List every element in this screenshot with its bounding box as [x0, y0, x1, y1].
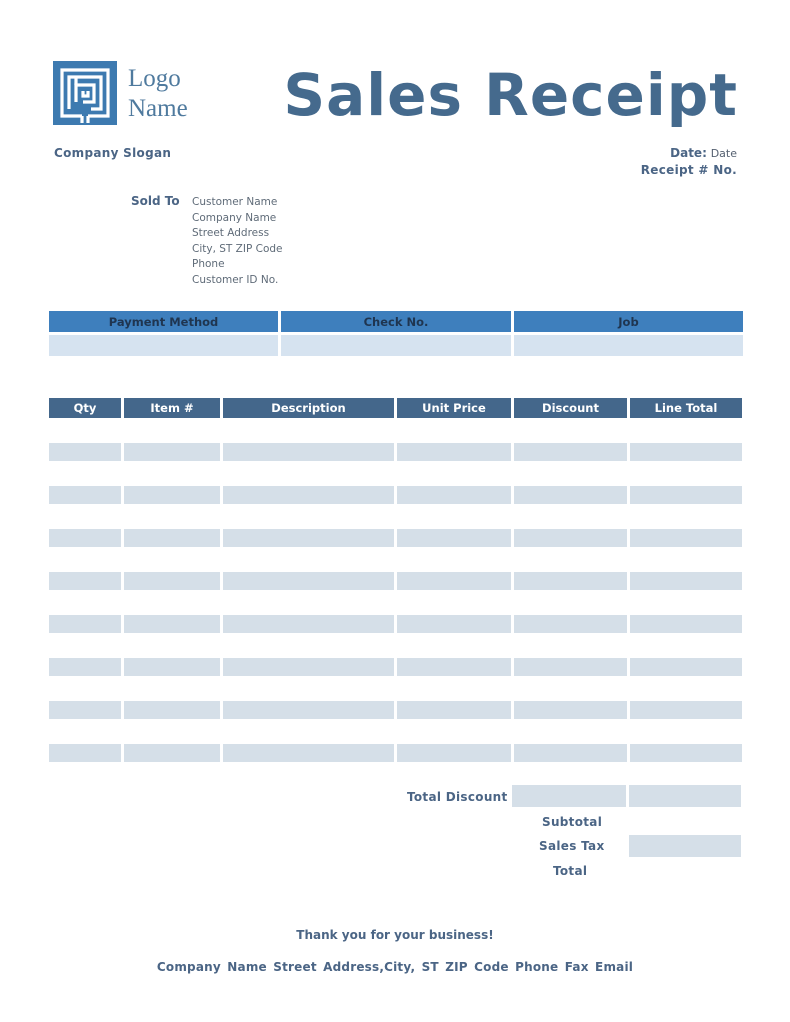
qty-cell[interactable] [49, 701, 121, 719]
items-header-row [49, 398, 742, 418]
description-cell[interactable] [223, 572, 394, 590]
customer-phone[interactable]: Phone [192, 258, 225, 270]
payment-header-row [49, 311, 743, 332]
thank-you-message: Thank you for your business! [296, 928, 494, 942]
company-slogan: Company Slogan [54, 146, 172, 160]
date-field [670, 146, 737, 160]
item-number-cell[interactable] [124, 486, 220, 504]
footer-contact: Company Name Street Address,City, ST ZIP Code Phone Fax Email [156, 960, 634, 974]
discount-header: Discount [514, 398, 627, 418]
check-no-header: Check No. [281, 311, 511, 332]
logo-name [128, 64, 188, 124]
customer-city[interactable]: City, ST ZIP Code [192, 242, 283, 255]
table-row [49, 572, 742, 590]
item-number-cell[interactable] [124, 701, 220, 719]
line-total-cell[interactable] [630, 486, 742, 504]
unit-price-cell[interactable] [397, 701, 511, 719]
unit-price-cell[interactable] [397, 486, 511, 504]
item-number-cell[interactable] [124, 443, 220, 461]
job-header: Job [514, 311, 743, 332]
qty-cell[interactable] [49, 658, 121, 676]
line-total-header: Line Total [630, 398, 742, 418]
description-cell[interactable] [223, 658, 394, 676]
total-discount-label: Total Discount [407, 790, 508, 804]
date-value[interactable]: Date [710, 147, 737, 160]
discount-cell[interactable] [514, 443, 627, 461]
item-number-cell[interactable] [124, 572, 220, 590]
unit-price-cell[interactable] [397, 443, 511, 461]
customer-id[interactable]: Customer ID No. [192, 273, 279, 286]
line-total-cell[interactable] [630, 658, 742, 676]
discount-cell[interactable] [514, 658, 627, 676]
total-discount-amount-cell[interactable] [629, 785, 741, 807]
qty-cell[interactable] [49, 615, 121, 633]
table-row[interactable] [49, 504, 742, 529]
table-row[interactable] [49, 676, 742, 701]
total-discount-cell[interactable] [512, 785, 626, 807]
logo-icon [53, 61, 117, 125]
item-number-cell[interactable] [124, 529, 220, 547]
qty-cell[interactable] [49, 529, 121, 547]
payment-method-cell[interactable] [49, 335, 278, 356]
customer-company[interactable]: Company Name [192, 211, 277, 224]
item-number-cell[interactable] [124, 658, 220, 676]
line-total-cell[interactable] [630, 744, 742, 762]
receipt-number[interactable]: Receipt # No. [640, 163, 737, 177]
discount-cell[interactable] [514, 744, 627, 762]
description-cell[interactable] [223, 443, 394, 461]
table-row [49, 658, 742, 676]
unit-price-header: Unit Price [397, 398, 511, 418]
item-number-cell[interactable] [124, 615, 220, 633]
maze-logo-icon [53, 61, 117, 125]
unit-price-cell[interactable] [397, 615, 511, 633]
item-number-cell[interactable] [124, 744, 220, 762]
qty-cell[interactable] [49, 443, 121, 461]
discount-cell[interactable] [514, 572, 627, 590]
date-label: Date: [670, 146, 707, 160]
sold-to-block [192, 195, 283, 288]
qty-cell[interactable] [49, 486, 121, 504]
payment-value-row [49, 335, 743, 356]
items-body [49, 418, 742, 762]
line-total-cell[interactable] [630, 701, 742, 719]
payment-method-header: Payment Method [49, 311, 278, 332]
qty-cell[interactable] [49, 744, 121, 762]
table-row [49, 529, 742, 547]
discount-cell[interactable] [514, 615, 627, 633]
qty-cell[interactable] [49, 572, 121, 590]
line-total-cell[interactable] [630, 615, 742, 633]
description-cell[interactable] [223, 615, 394, 633]
subtotal-label: Subtotal [542, 815, 603, 829]
unit-price-cell[interactable] [397, 658, 511, 676]
line-total-cell[interactable] [630, 572, 742, 590]
table-row [49, 744, 742, 762]
sales-tax-cell[interactable] [629, 835, 741, 857]
description-cell[interactable] [223, 701, 394, 719]
description-header: Description [223, 398, 394, 418]
table-row[interactable] [49, 418, 742, 443]
customer-street[interactable]: Street Address [192, 227, 270, 239]
description-cell[interactable] [223, 486, 394, 504]
payment-table [49, 311, 743, 356]
table-row [49, 486, 742, 504]
discount-cell[interactable] [514, 486, 627, 504]
page-title: Sales Receipt [283, 61, 738, 129]
unit-price-cell[interactable] [397, 529, 511, 547]
table-row[interactable] [49, 461, 742, 486]
table-row[interactable] [49, 719, 742, 744]
discount-cell[interactable] [514, 701, 627, 719]
discount-cell[interactable] [514, 529, 627, 547]
sold-to-label: Sold To [131, 194, 180, 208]
line-total-cell[interactable] [630, 529, 742, 547]
items-table [49, 398, 742, 762]
table-row [49, 443, 742, 461]
table-row [49, 615, 742, 633]
unit-price-cell[interactable] [397, 744, 511, 762]
description-cell[interactable] [223, 744, 394, 762]
job-cell[interactable] [514, 335, 743, 356]
logo-line-2: Name [128, 95, 188, 122]
check-no-cell[interactable] [281, 335, 511, 356]
total-label: Total [553, 864, 588, 878]
logo-line-1: Logo [128, 65, 181, 92]
table-row[interactable] [49, 547, 742, 572]
unit-price-cell[interactable] [397, 572, 511, 590]
item-number-header: Item # [124, 398, 220, 418]
table-row [49, 701, 742, 719]
qty-header: Qty [49, 398, 121, 418]
customer-name[interactable]: Customer Name [192, 196, 278, 208]
description-cell[interactable] [223, 529, 394, 547]
line-total-cell[interactable] [630, 443, 742, 461]
table-row[interactable] [49, 590, 742, 615]
sales-tax-label: Sales Tax [539, 839, 605, 853]
table-row[interactable] [49, 633, 742, 658]
